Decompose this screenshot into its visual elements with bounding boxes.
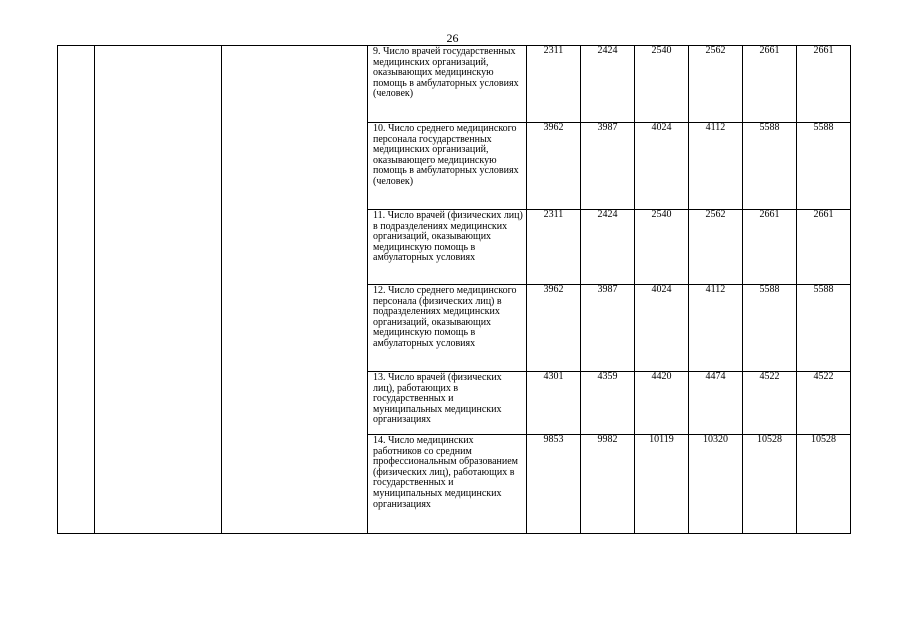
value-cell: 4301 bbox=[527, 372, 581, 435]
value-cell: 2661 bbox=[797, 46, 851, 123]
page-number: 26 bbox=[446, 31, 459, 45]
value-cell: 4522 bbox=[743, 372, 797, 435]
value-cell: 3962 bbox=[527, 285, 581, 372]
indicator-name: 13. Число врачей (физических лиц), работающих в государственных и муниципальных медицинских организациях bbox=[368, 372, 527, 435]
value-cell: 2540 bbox=[635, 46, 689, 123]
value-cell: 10320 bbox=[689, 435, 743, 534]
value-cell: 10528 bbox=[743, 435, 797, 534]
value-cell: 10119 bbox=[635, 435, 689, 534]
indicators-table bbox=[57, 45, 851, 534]
value-cell: 4522 bbox=[797, 372, 851, 435]
indicator-name: 11. Число врачей (физических лиц) в подразделениях медицинских организаций, оказывающих медицинскую помощь в амбулаторных условиях bbox=[368, 210, 527, 285]
value-cell: 10528 bbox=[797, 435, 851, 534]
value-cell: 2562 bbox=[689, 46, 743, 123]
value-cell: 2661 bbox=[743, 46, 797, 123]
indicator-name: 14. Число медицинских работников со средним профессиональным образованием (физических лиц), работающих в государственных и муниципальных медицинских организациях bbox=[368, 435, 527, 534]
value-cell: 9982 bbox=[581, 435, 635, 534]
value-cell: 2424 bbox=[581, 46, 635, 123]
value-cell: 4112 bbox=[689, 123, 743, 210]
value-cell: 2562 bbox=[689, 210, 743, 285]
value-cell: 3962 bbox=[527, 123, 581, 210]
value-cell: 4359 bbox=[581, 372, 635, 435]
value-cell: 9853 bbox=[527, 435, 581, 534]
value-cell: 4474 bbox=[689, 372, 743, 435]
value-cell: 3987 bbox=[581, 123, 635, 210]
indicator-name: 10. Число среднего медицинского персонала государственных медицинских организаций, оказывающего медицинскую помощь в амбулаторных условиях (человек) bbox=[368, 123, 527, 210]
value-cell: 3987 bbox=[581, 285, 635, 372]
value-cell: 2311 bbox=[527, 210, 581, 285]
value-cell: 4024 bbox=[635, 123, 689, 210]
responsible-cell bbox=[222, 46, 368, 534]
program-name-cell bbox=[95, 46, 222, 534]
value-cell: 5588 bbox=[743, 123, 797, 210]
table-row bbox=[58, 46, 851, 123]
value-cell: 4024 bbox=[635, 285, 689, 372]
value-cell: 4420 bbox=[635, 372, 689, 435]
indicator-name: 9. Число врачей государственных медицинских организаций, оказывающих медицинскую помощь в амбулаторных условиях (человек) bbox=[368, 46, 527, 123]
indicator-name: 12. Число среднего медицинского персонала (физических лиц) в подразделениях медицинских организаций, оказывающих медицинскую помощь в амбулаторных условиях bbox=[368, 285, 527, 372]
value-cell: 5588 bbox=[797, 285, 851, 372]
value-cell: 2661 bbox=[743, 210, 797, 285]
value-cell: 5588 bbox=[743, 285, 797, 372]
value-cell: 5588 bbox=[797, 123, 851, 210]
value-cell: 2661 bbox=[797, 210, 851, 285]
value-cell: 4112 bbox=[689, 285, 743, 372]
value-cell: 2540 bbox=[635, 210, 689, 285]
number-column-cell bbox=[58, 46, 95, 534]
value-cell: 2311 bbox=[527, 46, 581, 123]
value-cell: 2424 bbox=[581, 210, 635, 285]
